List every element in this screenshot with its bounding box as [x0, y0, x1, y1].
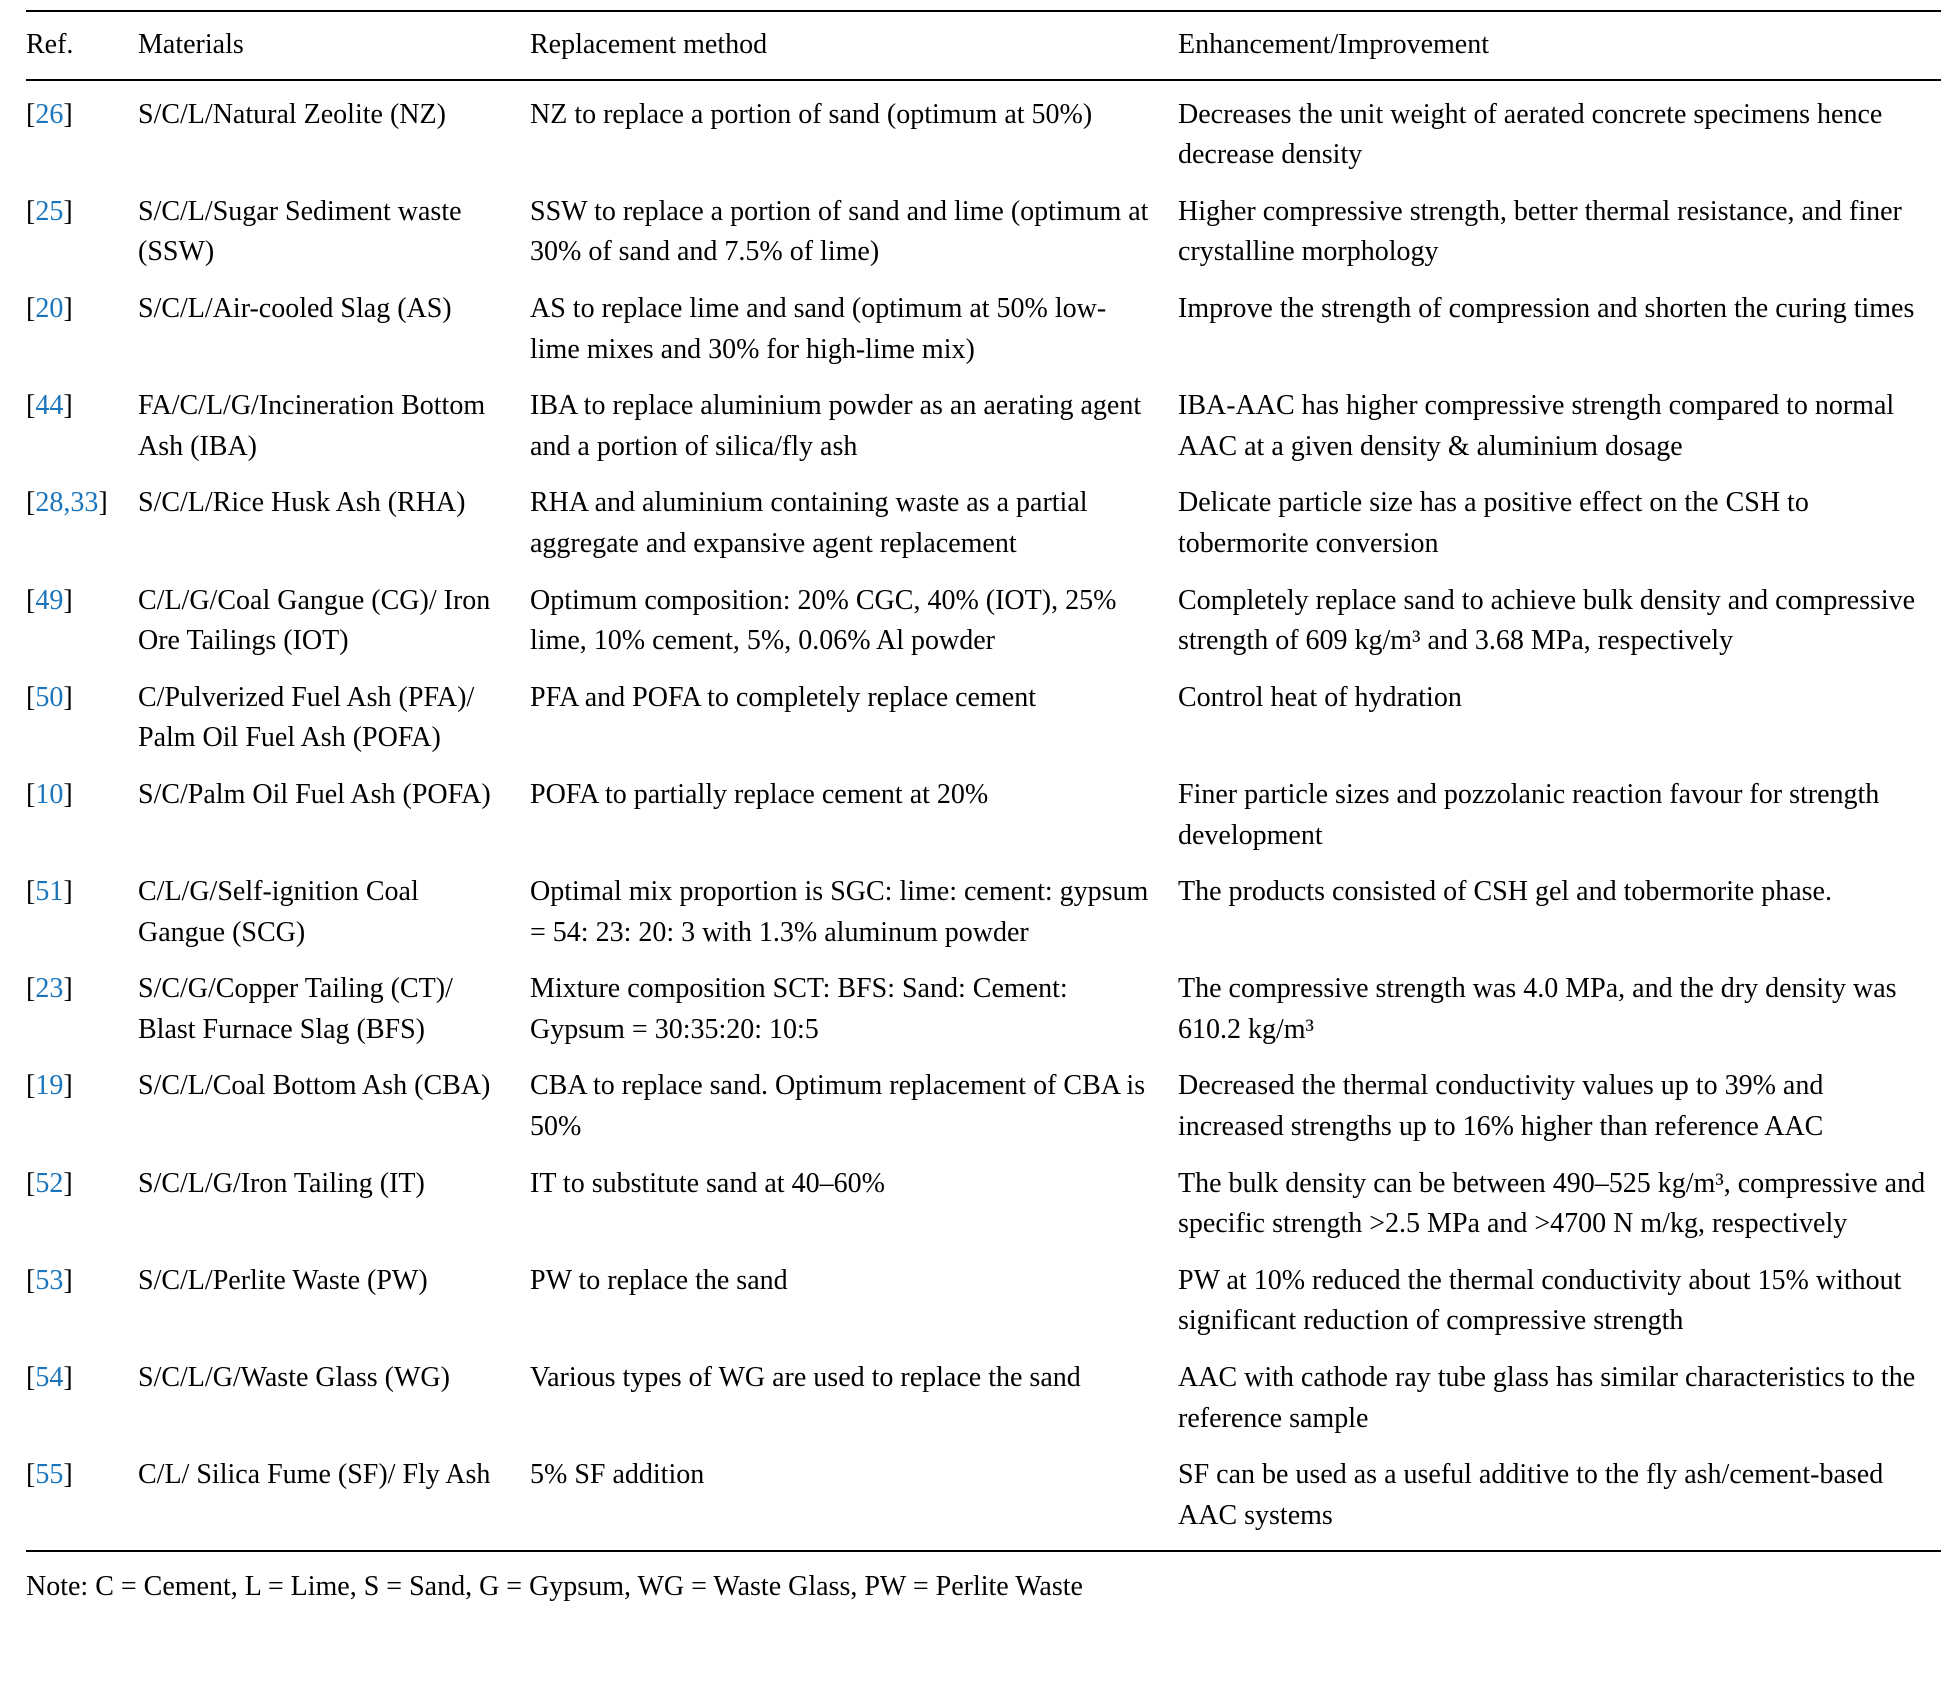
enhancement-cell: The compressive strength was 4.0 MPa, and the dry density was 610.2 kg/m³ [1178, 973, 1897, 1045]
method-cell: 5% SF addition [530, 1447, 1178, 1551]
enhancement-cell: IBA-AAC has higher compressive strength compared to normal AAC at a given density & aluminium dosage [1178, 390, 1895, 462]
enhancement-cell: Decreased the thermal conductivity values up to 39% and increased strengths up to 16% higher than reference AAC [1178, 1070, 1824, 1143]
reference-link[interactable]: 25 [35, 195, 64, 227]
citation-bracket-close: ] [63, 1070, 73, 1102]
citation-bracket-close: ] [63, 195, 73, 227]
materials-cell: S/C/L/Air-cooled Slag (AS) [138, 292, 452, 324]
citation-bracket-open: [ [26, 1264, 36, 1296]
method-cell: Optimal mix proportion is SGC: lime: cement: gypsum = 54: 23: 20: 3 with 1.3% aluminum powder [530, 876, 1149, 948]
citation-bracket-open: [ [26, 98, 36, 130]
citation-bracket-close: ] [63, 1264, 73, 1296]
citation-bracket-close: ] [98, 487, 108, 519]
citation-bracket-open: [ [26, 681, 36, 713]
citation-bracket-open: [ [26, 390, 36, 422]
materials-review-table [26, 10, 1941, 1552]
method-cell: IBA to replace aluminium powder as an aerating agent and a portion of silica/fly ash [530, 390, 1142, 462]
enhancement-cell: Finer particle sizes and pozzolanic reaction favour for strength development [1178, 778, 1880, 851]
enhancement-cell: SF can be used as a useful additive to the fly ash/cement-based AAC systems [1178, 1447, 1941, 1551]
method-cell: Mixture composition SCT: BFS: Sand: Cement: Gypsum = 30:35:20: 10:5 [530, 973, 1068, 1045]
ref-cell [26, 184, 138, 281]
method-cell: PW to replace the sand [530, 1264, 788, 1296]
enhancement-cell: Control heat of hydration [1178, 681, 1462, 713]
citation-bracket-open: [ [26, 1070, 36, 1102]
citation-bracket-close: ] [63, 1459, 73, 1491]
method-cell: SSW to replace a portion of sand and lime (optimum at 30% of sand and 7.5% of lime) [530, 195, 1149, 268]
materials-cell: S/C/L/Coal Bottom Ash (CBA) [138, 1070, 491, 1102]
table-row [26, 1253, 1941, 1350]
ref-cell [26, 80, 138, 184]
ref-cell [26, 1156, 138, 1253]
citation-bracket-close: ] [63, 584, 73, 616]
header-replacement-method: Replacement method [530, 11, 1178, 80]
reference-link[interactable]: 53 [35, 1264, 64, 1296]
ref-cell [26, 1253, 138, 1350]
reference-link[interactable]: 54 [35, 1362, 64, 1394]
citation-bracket-open: [ [26, 584, 36, 616]
citation-bracket-close: ] [63, 973, 73, 1005]
table-row [26, 1156, 1941, 1253]
citation-bracket-open: [ [26, 195, 36, 227]
ref-cell [26, 475, 138, 572]
materials-cell: S/C/L/G/Iron Tailing (IT) [138, 1167, 425, 1199]
ref-cell [26, 378, 138, 475]
table-row [26, 475, 1941, 572]
enhancement-cell: Decreases the unit weight of aerated concrete specimens hence decrease density [1178, 98, 1883, 171]
reference-link[interactable]: 49 [35, 584, 64, 616]
materials-cell: C/L/G/Self-ignition Coal Gangue (SCG) [138, 876, 419, 948]
materials-cell: S/C/L/Rice Husk Ash (RHA) [138, 487, 466, 519]
materials-cell: C/L/ Silica Fume (SF)/ Fly Ash [138, 1447, 530, 1551]
reference-link[interactable]: 44 [35, 390, 64, 422]
method-cell: RHA and aluminium containing waste as a partial aggregate and expansive agent replacement [530, 487, 1088, 559]
reference-link[interactable]: 19 [35, 1070, 64, 1102]
table-row [26, 767, 1941, 864]
materials-cell: S/C/L/Natural Zeolite (NZ) [138, 98, 446, 130]
reference-link[interactable]: 10 [35, 778, 64, 810]
materials-cell: C/Pulverized Fuel Ash (PFA)/ Palm Oil Fuel Ash (POFA) [138, 681, 475, 754]
reference-link[interactable]: 52 [35, 1167, 64, 1199]
citation-bracket-close: ] [63, 681, 73, 713]
method-cell: NZ to replace a portion of sand (optimum at 50%) [530, 98, 1093, 130]
citation-bracket-open: [ [26, 1459, 36, 1491]
table-row [26, 184, 1941, 281]
ref-cell [26, 670, 138, 767]
enhancement-cell: Higher compressive strength, better thermal resistance, and finer crystalline morphology [1178, 195, 1902, 268]
enhancement-cell: Completely replace sand to achieve bulk density and compressive strength of 609 kg/m³ and 3.68 MPa, respectively [1178, 584, 1916, 657]
method-cell: IT to substitute sand at 40–60% [530, 1167, 885, 1199]
materials-cell: C/L/G/Coal Gangue (CG)/ Iron Ore Tailings (IOT) [138, 584, 491, 657]
ref-cell [26, 281, 138, 378]
citation-bracket-close: ] [63, 1362, 73, 1394]
table-note: Note: C = Cement, L = Lime, S = Sand, G = Gypsum, WG = Waste Glass, PW = Perlite Waste [26, 1571, 1083, 1603]
reference-link[interactable]: 20 [35, 292, 64, 324]
table-row [26, 1350, 1941, 1447]
citation-bracket-close: ] [63, 98, 73, 130]
table-row [26, 80, 1941, 184]
citation-bracket-open: [ [26, 778, 36, 810]
enhancement-cell: The products consisted of CSH gel and tobermorite phase. [1178, 876, 1832, 908]
table-header-row [26, 11, 1941, 80]
header-ref: Ref. [26, 11, 138, 80]
citation-bracket-close: ] [63, 876, 73, 908]
citation-bracket-open: [ [26, 1362, 36, 1394]
ref-cell [26, 767, 138, 864]
table-row [26, 864, 1941, 961]
table-row [26, 1447, 1941, 1551]
reference-link[interactable]: 26 [35, 98, 64, 130]
citation-bracket-close: ] [63, 778, 73, 810]
method-cell: Optimum composition: 20% CGC, 40% (IOT), 25% lime, 10% cement, 5%, 0.06% Al powder [530, 584, 1117, 657]
enhancement-cell: AAC with cathode ray tube glass has similar characteristics to the reference sample [1178, 1362, 1916, 1434]
citation-bracket-close: ] [63, 390, 73, 422]
ref-cell [26, 864, 138, 961]
table-row [26, 1058, 1941, 1155]
table-row [26, 670, 1941, 767]
reference-link[interactable]: 55 [35, 1459, 64, 1491]
ref-cell [26, 961, 138, 1058]
materials-cell: S/C/L/Sugar Sediment waste (SSW) [138, 195, 462, 268]
ref-cell [26, 573, 138, 670]
method-cell: Various types of WG are used to replace the sand [530, 1362, 1081, 1394]
reference-link[interactable]: 51 [35, 876, 64, 908]
table-row [26, 281, 1941, 378]
citation-bracket-open: [ [26, 1167, 36, 1199]
ref-cell [26, 1350, 138, 1447]
header-enhancement: Enhancement/Improvement [1178, 11, 1941, 80]
reference-link[interactable]: 28,33 [35, 487, 99, 519]
method-cell: POFA to partially replace cement at 20% [530, 778, 989, 810]
citation-bracket-open: [ [26, 876, 36, 908]
citation-bracket-open: [ [26, 292, 36, 324]
table-row [26, 573, 1941, 670]
citation-bracket-open: [ [26, 973, 36, 1005]
materials-cell: S/C/Palm Oil Fuel Ash (POFA) [138, 778, 491, 810]
enhancement-cell: The bulk density can be between 490–525 kg/m³, compressive and specific strength >2.5 MPa and >4700 N m/kg, respectively [1178, 1167, 1926, 1240]
ref-cell [26, 1447, 138, 1551]
table-row [26, 961, 1941, 1058]
citation-bracket-close: ] [63, 292, 73, 324]
ref-cell [26, 1058, 138, 1155]
header-materials: Materials [138, 11, 530, 80]
citation-bracket-close: ] [63, 1167, 73, 1199]
method-cell: PFA and POFA to completely replace cement [530, 681, 1036, 713]
materials-cell: FA/C/L/G/Incineration Bottom Ash (IBA) [138, 390, 486, 462]
reference-link[interactable]: 50 [35, 681, 64, 713]
citation-bracket-open: [ [26, 487, 36, 519]
enhancement-cell: Improve the strength of compression and shorten the curing times [1178, 292, 1915, 324]
materials-cell: S/C/G/Copper Tailing (CT)/ Blast Furnace Slag (BFS) [138, 973, 453, 1045]
enhancement-cell: Delicate particle size has a positive effect on the CSH to tobermorite conversion [1178, 487, 1809, 559]
materials-cell: S/C/L/Perlite Waste (PW) [138, 1264, 428, 1296]
method-cell: CBA to replace sand. Optimum replacement of CBA is 50% [530, 1070, 1146, 1143]
reference-link[interactable]: 23 [35, 973, 64, 1005]
table-row [26, 378, 1941, 475]
materials-cell: S/C/L/G/Waste Glass (WG) [138, 1362, 450, 1394]
enhancement-cell: PW at 10% reduced the thermal conductivity about 15% without significant reduction of compressive strength [1178, 1264, 1902, 1337]
method-cell: AS to replace lime and sand (optimum at 50% low-lime mixes and 30% for high-lime mix) [530, 292, 1107, 365]
